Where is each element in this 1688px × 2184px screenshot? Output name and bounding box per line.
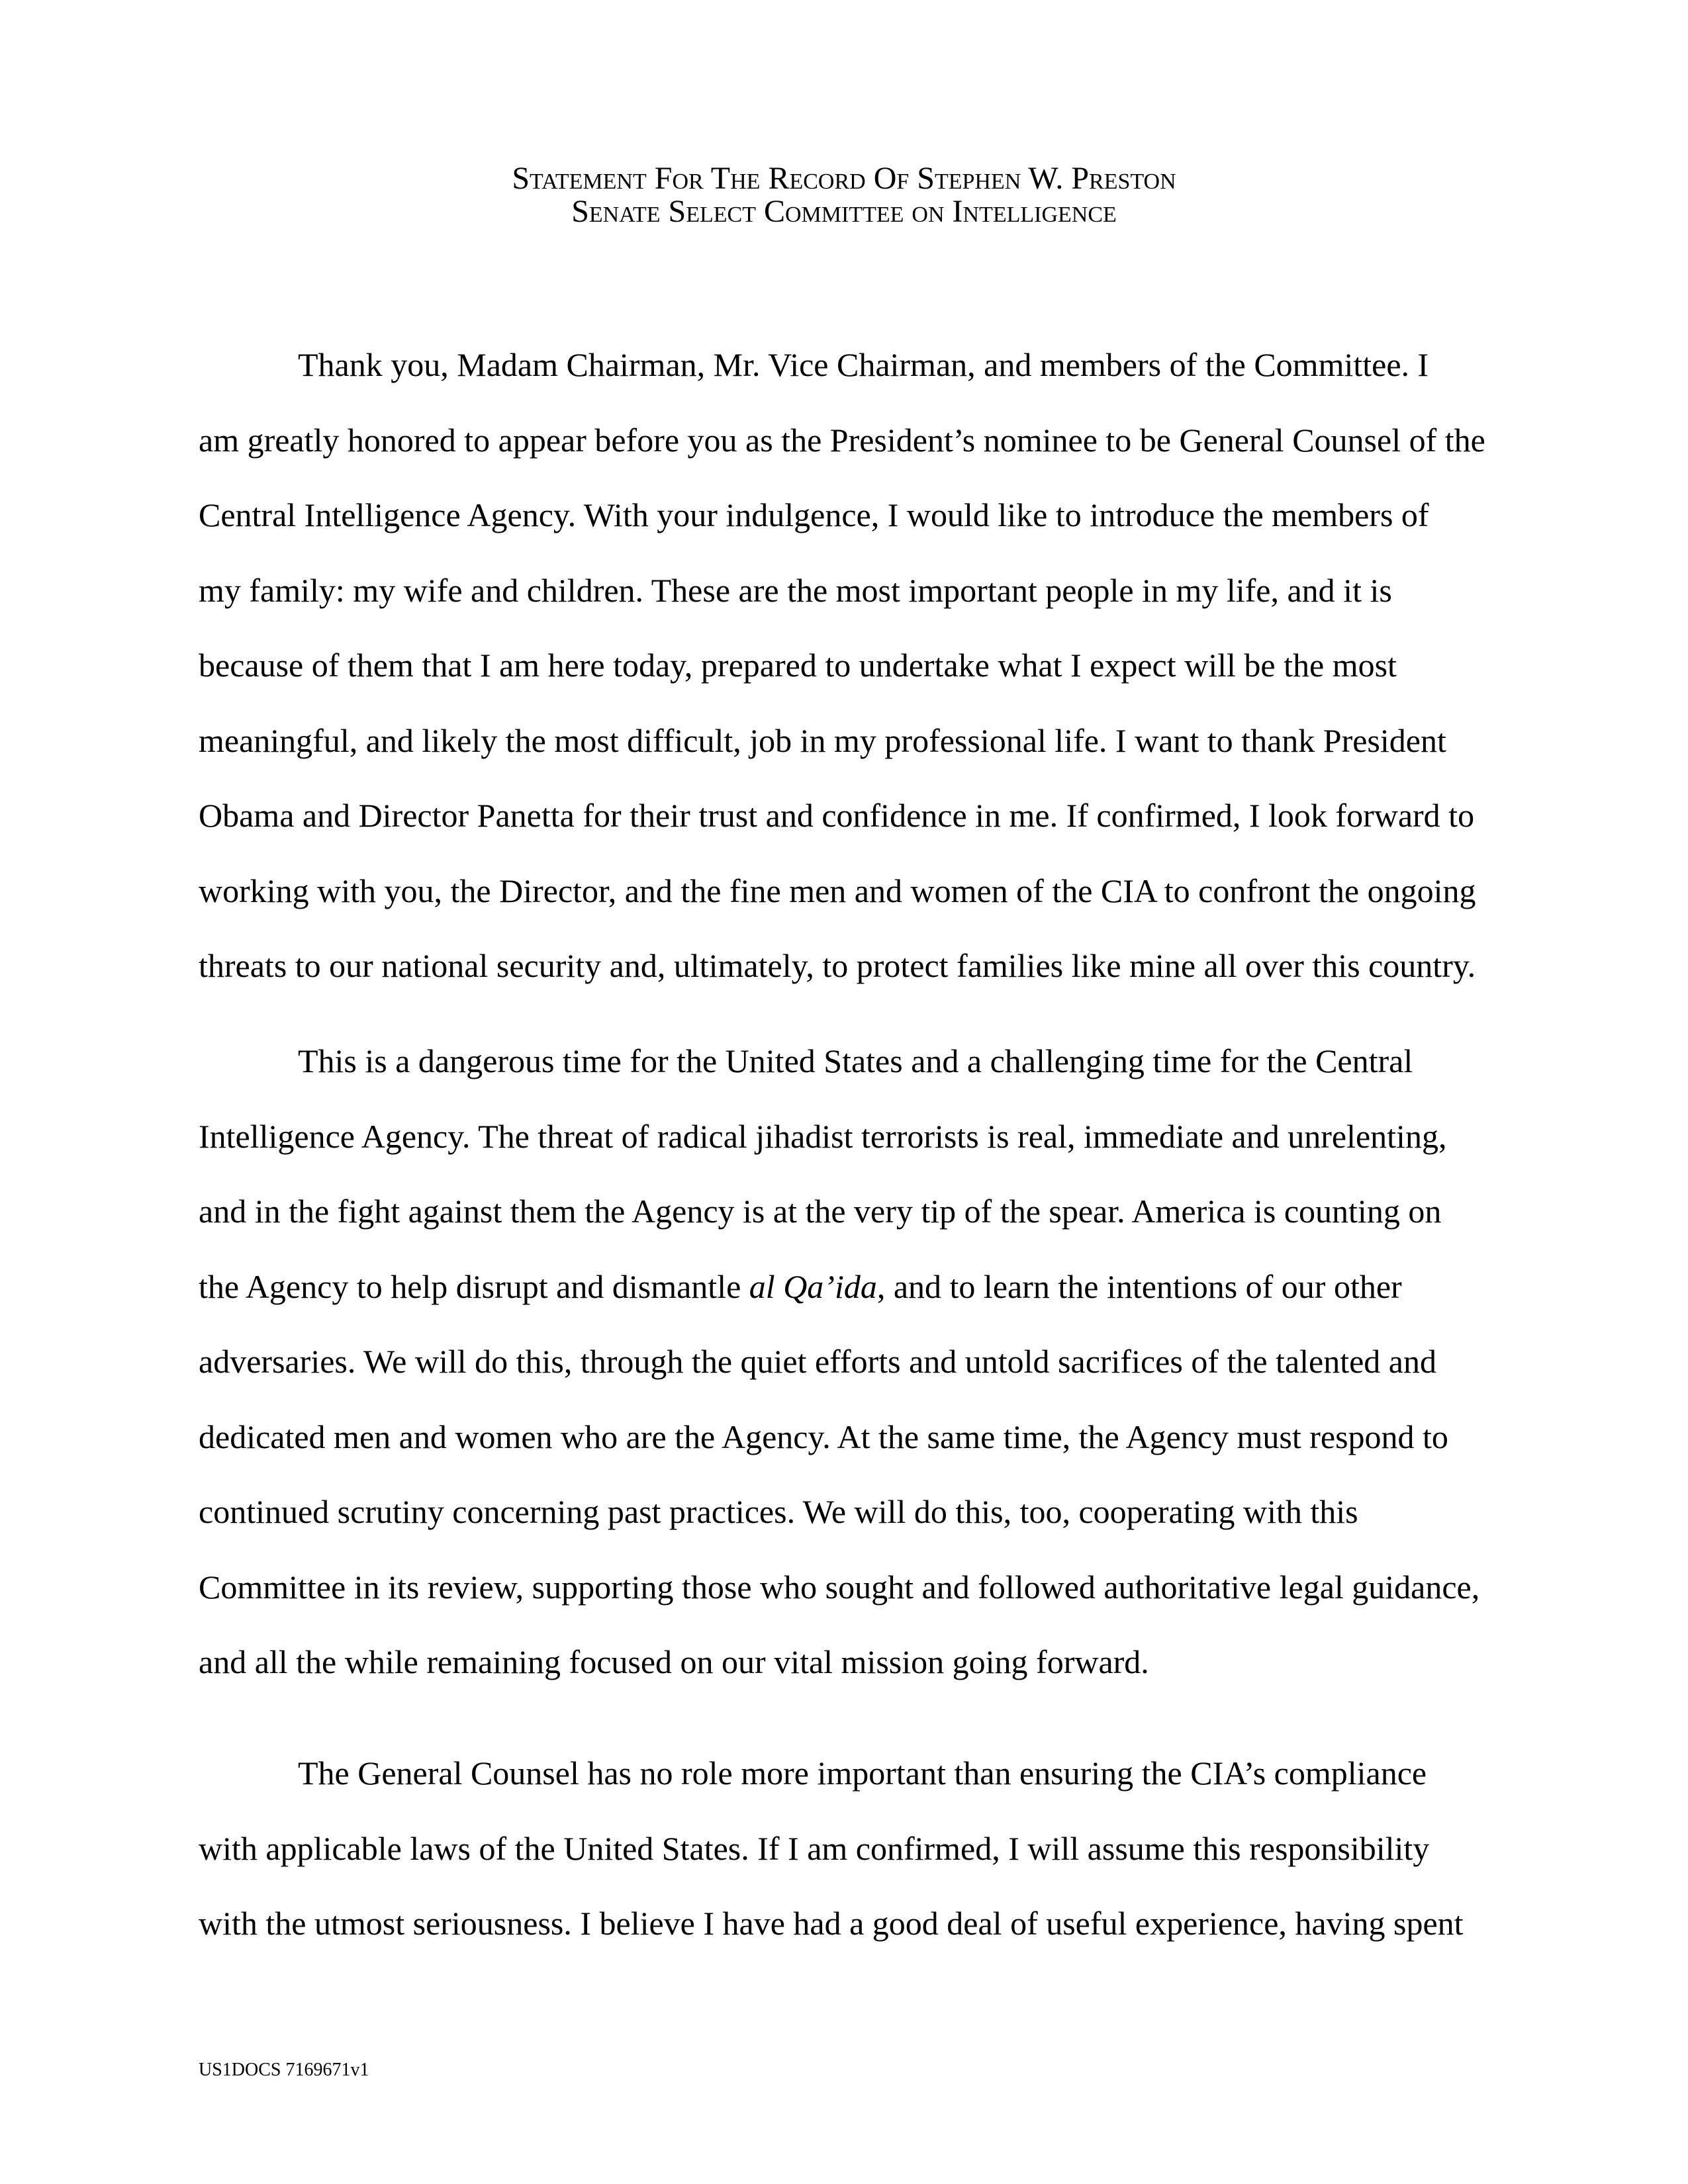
text-line: and in the fight against them the Agency is at the very tip of the spear. America is counting on	[199, 1193, 1442, 1230]
text-line: Intelligence Agency. The threat of radical jihadist terrorists is real, immediate and unrelenting,	[199, 1117, 1447, 1155]
text-span: the Agency to help disrupt and dismantle	[199, 1267, 749, 1305]
paragraph-1	[199, 328, 1489, 1004]
text-span: , and to learn the intentions of our other	[876, 1267, 1402, 1305]
text-line: threats to our national security and, ultimately, to protect families like mine all over this country.	[199, 947, 1476, 984]
paragraph-2	[199, 1024, 1489, 1700]
text-line: with the utmost seriousness. I believe I have had a good deal of useful experience, having spent	[199, 1905, 1464, 1942]
text-line: because of them that I am here today, prepared to undertake what I expect will be the most	[199, 647, 1397, 684]
text-line: meaningful, and likely the most difficult, job in my professional life. I want to thank President	[199, 721, 1446, 759]
text-line: working with you, the Director, and the fine men and women of the CIA to confront the ongoing	[199, 872, 1476, 909]
document-title: Statement For The Record Of Stephen W. Preston	[512, 161, 1176, 196]
text-line: and all the while remaining focused on our vital mission going forward.	[199, 1643, 1149, 1680]
text-line: The General Counsel has no role more important than ensuring the CIA’s compliance	[298, 1754, 1427, 1792]
text-line: my family: my wife and children. These are the most important people in my life, and it is	[199, 571, 1392, 609]
text-line: continued scrutiny concerning past practices. We will do this, too, cooperating with this	[199, 1493, 1358, 1530]
italic-term: al Qa’ida	[749, 1267, 877, 1305]
text-line: with applicable laws of the United States. If I am confirmed, I will assume this responsibility	[199, 1829, 1430, 1867]
text-line: Committee in its review, supporting those who sought and followed authoritative legal guidance,	[199, 1568, 1480, 1606]
text-line	[199, 1250, 1489, 1325]
document-subtitle: Senate Select Committee on Intelligence	[571, 194, 1117, 229]
text-line: Central Intelligence Agency. With your indulgence, I would like to introduce the members of	[199, 496, 1429, 533]
paragraph-3	[199, 1736, 1489, 1962]
text-line: This is a dangerous time for the United States and a challenging time for the Central	[298, 1042, 1413, 1079]
text-line: dedicated men and women who are the Agency. At the same time, the Agency must respond to	[199, 1418, 1448, 1455]
text-line: Obama and Director Panetta for their trust and confidence in me. If confirmed, I look forward to	[199, 797, 1475, 834]
text-line: adversaries. We will do this, through the quiet efforts and untold sacrifices of the talented and	[199, 1343, 1436, 1380]
text-line: am greatly honored to appear before you as the President’s nominee to be General Counsel of the	[199, 421, 1485, 459]
text-line: Thank you, Madam Chairman, Mr. Vice Chairman, and members of the Committee. I	[298, 346, 1429, 383]
document-id-footer: US1DOCS 7169671v1	[199, 2060, 369, 2080]
